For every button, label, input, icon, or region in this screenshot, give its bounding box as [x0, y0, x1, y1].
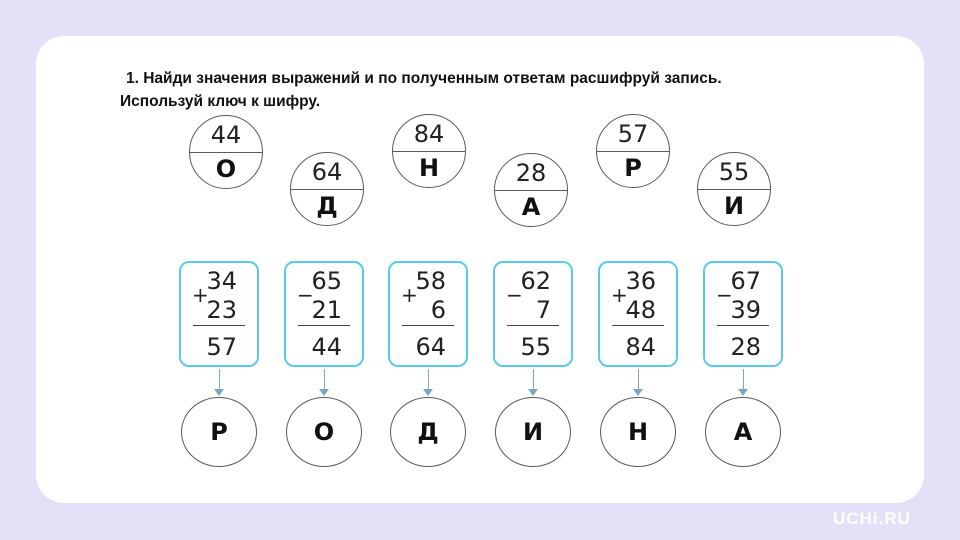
result-value: 84: [625, 333, 656, 361]
key-divider: [393, 151, 465, 152]
result-value: 64: [415, 333, 446, 361]
key-letter: А: [521, 193, 541, 221]
task-line-1: 1. Найди значения выражений и по полученным ответам расшифруй запись.: [126, 70, 722, 87]
second-operand: 7: [535, 296, 551, 324]
key-letter: Р: [624, 154, 642, 182]
key-letter: И: [723, 192, 745, 220]
key-number: 44: [210, 121, 242, 149]
operator-sign: −: [716, 283, 733, 307]
key-letter: Н: [418, 154, 440, 182]
cipher-key-circle: [494, 153, 568, 227]
second-operand: 21: [311, 296, 342, 324]
calculation-card: [703, 261, 783, 367]
result-value: 44: [311, 333, 342, 361]
first-operand: 36: [625, 267, 656, 295]
first-operand: 62: [520, 267, 551, 295]
answer-letter-circle: Н: [600, 397, 676, 467]
uchi-logo: UCHi.RU: [833, 509, 911, 528]
arrow-down-icon: [319, 369, 329, 397]
arrow-down-icon: [528, 369, 538, 397]
key-number: 55: [718, 158, 750, 186]
cipher-key-circle: [290, 152, 364, 226]
first-operand: 65: [311, 267, 342, 295]
operator-sign: +: [401, 283, 418, 307]
second-operand: 6: [430, 296, 446, 324]
key-divider: [597, 151, 669, 152]
first-operand: 58: [415, 267, 446, 295]
first-operand: 67: [730, 267, 761, 295]
operator-sign: +: [611, 283, 628, 307]
arrow-down-icon: [633, 369, 643, 397]
task-line-2: Используй ключ к шифру.: [120, 93, 321, 110]
cipher-key-circle: [596, 114, 670, 188]
calculation-card: [179, 261, 259, 367]
key-number: 64: [311, 158, 343, 186]
result-line: [402, 325, 454, 326]
operator-sign: +: [192, 283, 209, 307]
result-value: 28: [730, 333, 761, 361]
result-value: 55: [520, 333, 551, 361]
result-line: [193, 325, 245, 326]
operator-sign: −: [506, 283, 523, 307]
calculation-card: [598, 261, 678, 367]
key-letter: Д: [316, 192, 338, 220]
first-operand: 34: [206, 267, 237, 295]
cipher-key-circle: [697, 152, 771, 226]
key-number: 57: [617, 120, 649, 148]
operator-sign: −: [297, 283, 314, 307]
calculation-card: [284, 261, 364, 367]
key-number: 84: [413, 120, 445, 148]
cipher-key-circle: [189, 115, 263, 189]
calculation-card: [388, 261, 468, 367]
key-divider: [698, 189, 770, 190]
key-divider: [291, 189, 363, 190]
second-operand: 23: [206, 296, 237, 324]
arrow-down-icon: [214, 369, 224, 397]
result-line: [298, 325, 350, 326]
key-letter: О: [215, 155, 237, 183]
cipher-key-circle: [392, 114, 466, 188]
key-number: 28: [515, 159, 547, 187]
key-divider: [495, 190, 567, 191]
second-operand: 48: [625, 296, 656, 324]
result-line: [612, 325, 664, 326]
answer-letter-circle: А: [705, 397, 781, 467]
answer-letter-circle: Р: [181, 397, 257, 467]
task-text: [120, 67, 840, 113]
answer-letter-circle: О: [286, 397, 362, 467]
result-line: [717, 325, 769, 326]
answer-letter-circle: И: [495, 397, 571, 467]
result-line: [507, 325, 559, 326]
arrow-down-icon: [423, 369, 433, 397]
key-divider: [190, 152, 262, 153]
answer-letter-circle: Д: [390, 397, 466, 467]
calculation-card: [493, 261, 573, 367]
arrow-down-icon: [738, 369, 748, 397]
second-operand: 39: [730, 296, 761, 324]
result-value: 57: [206, 333, 237, 361]
